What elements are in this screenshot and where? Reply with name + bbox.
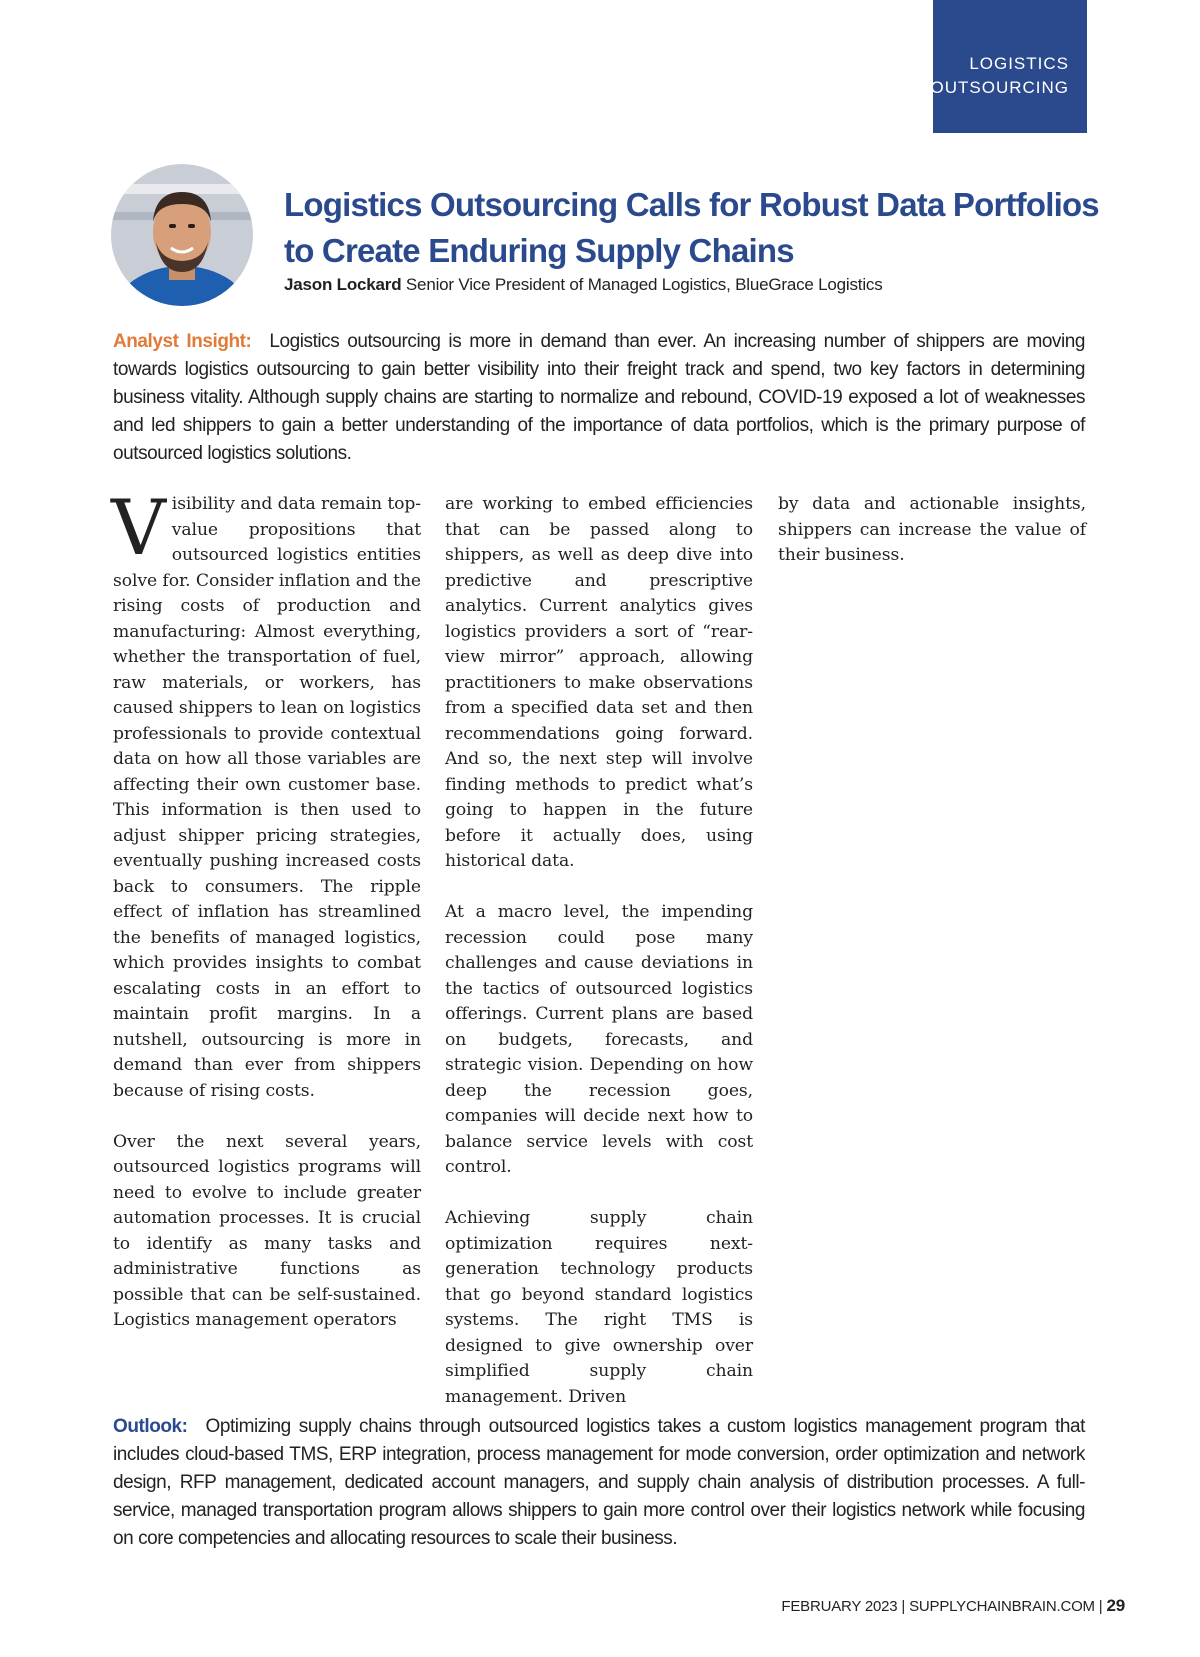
drop-cap: V [111, 483, 166, 572]
body-column-3 [778, 492, 1086, 594]
body-column-2 [445, 492, 753, 1436]
author-photo [111, 164, 253, 306]
body-paragraph-5: Achieving supply chain optimization requires next-generation technology products that go beyond standard logistics systems. The right TMS is designed to give ownership over simplified supply chain management. Driven [445, 1208, 753, 1407]
page-number: 29 [1106, 1596, 1125, 1615]
body-paragraph-3: are working to embed efficiencies that can be passed along to shippers, as well as deep dive into predictive and prescriptive analytics. Current analytics gives logistics providers a sort of “rear-view mirror” approach, allowing practitioners to make observations from a specified data set and then recommendations going forward. And so, the next step will involve finding methods to predict what’s going to happen in the future before it actually does, using historical data. [445, 494, 753, 871]
body-paragraph-1: Visibility and data remain top-value propositions that outsourced logistics entities solve for. Consider inflation and the rising costs of production and manufacturing: Almost everything, whether the transportation of fuel, raw materials, or workers, has caused shippers to lean on logistics professionals to provide contextual data on how all those variables are affecting their own customer base. This information is then used to adjust shipper pricing strategies, eventually pushing increased costs back to consumers. The ripple effect of inflation has streamlined the benefits of managed logistics, which provides insights to combat escalating costs in an effort to maintain profit margins. In a nutshell, outsourcing is more in demand than ever from shippers because of rising costs. [111, 483, 421, 1101]
section-tab-line2: OUTSOURCING [930, 78, 1069, 97]
page-footer [781, 1596, 1125, 1616]
author-title: Senior Vice President of Managed Logistics, BlueGrace Logistics [405, 275, 883, 294]
outlook [113, 1413, 1085, 1553]
analyst-insight [113, 328, 1085, 468]
article-title: Logistics Outsourcing Calls for Robust Data Portfolios to Create Enduring Supply Chains [284, 186, 1099, 269]
body-paragraph-4: At a macro level, the impending recession could pose many challenges and cause deviations in the tactics of outsourced logistics offerings. Current plans are based on budgets, forecasts, and strategic vision. Depending on how deep the recession goes, companies will decide next how to balance service levels with cost control. [445, 902, 753, 1177]
footer-issue: FEBRUARY 2023 | SUPPLYCHAINBRAIN.COM | [781, 1598, 1103, 1615]
body-column-1 [111, 483, 421, 1359]
byline [284, 275, 883, 295]
analyst-insight-label: Analyst Insight: [113, 331, 252, 352]
section-tab-line1: LOGISTICS [969, 54, 1069, 73]
author-name: Jason Lockard [284, 275, 402, 294]
outlook-text: Optimizing supply chains through outsourced logistics takes a custom logistics management program that includes cloud-based TMS, ERP integration, process management for mode conversion, order optimization and network design, RFP management, dedicated account managers, and supply chain analysis of distribution processes. A full-service, managed transportation program allows shippers to gain more control over their logistics network while focusing on core competencies and allocating resources to scale their business. [113, 1416, 1085, 1549]
section-tab [930, 0, 1087, 133]
body-paragraph-6: by data and actionable insights, shippers can increase the value of their business. [778, 494, 1086, 565]
analyst-insight-text: Logistics outsourcing is more in demand than ever. An increasing number of shippers are moving towards logistics outsourcing to gain better visibility into their freight track and spend, two key factors in determining business vitality. Although supply chains are starting to normalize and rebound, COVID-19 exposed a lot of weaknesses and led shippers to gain a better understanding of the importance of data portfolios, which is the primary purpose of outsourced logistics solutions. [113, 331, 1085, 464]
body-paragraph-2: Over the next several years, outsourced logistics programs will need to evolve to include greater automation processes. It is crucial to identify as many tasks and administrative functions as possible that can be self-sustained. Logistics management operators [113, 1131, 421, 1330]
outlook-label: Outlook: [113, 1416, 188, 1437]
